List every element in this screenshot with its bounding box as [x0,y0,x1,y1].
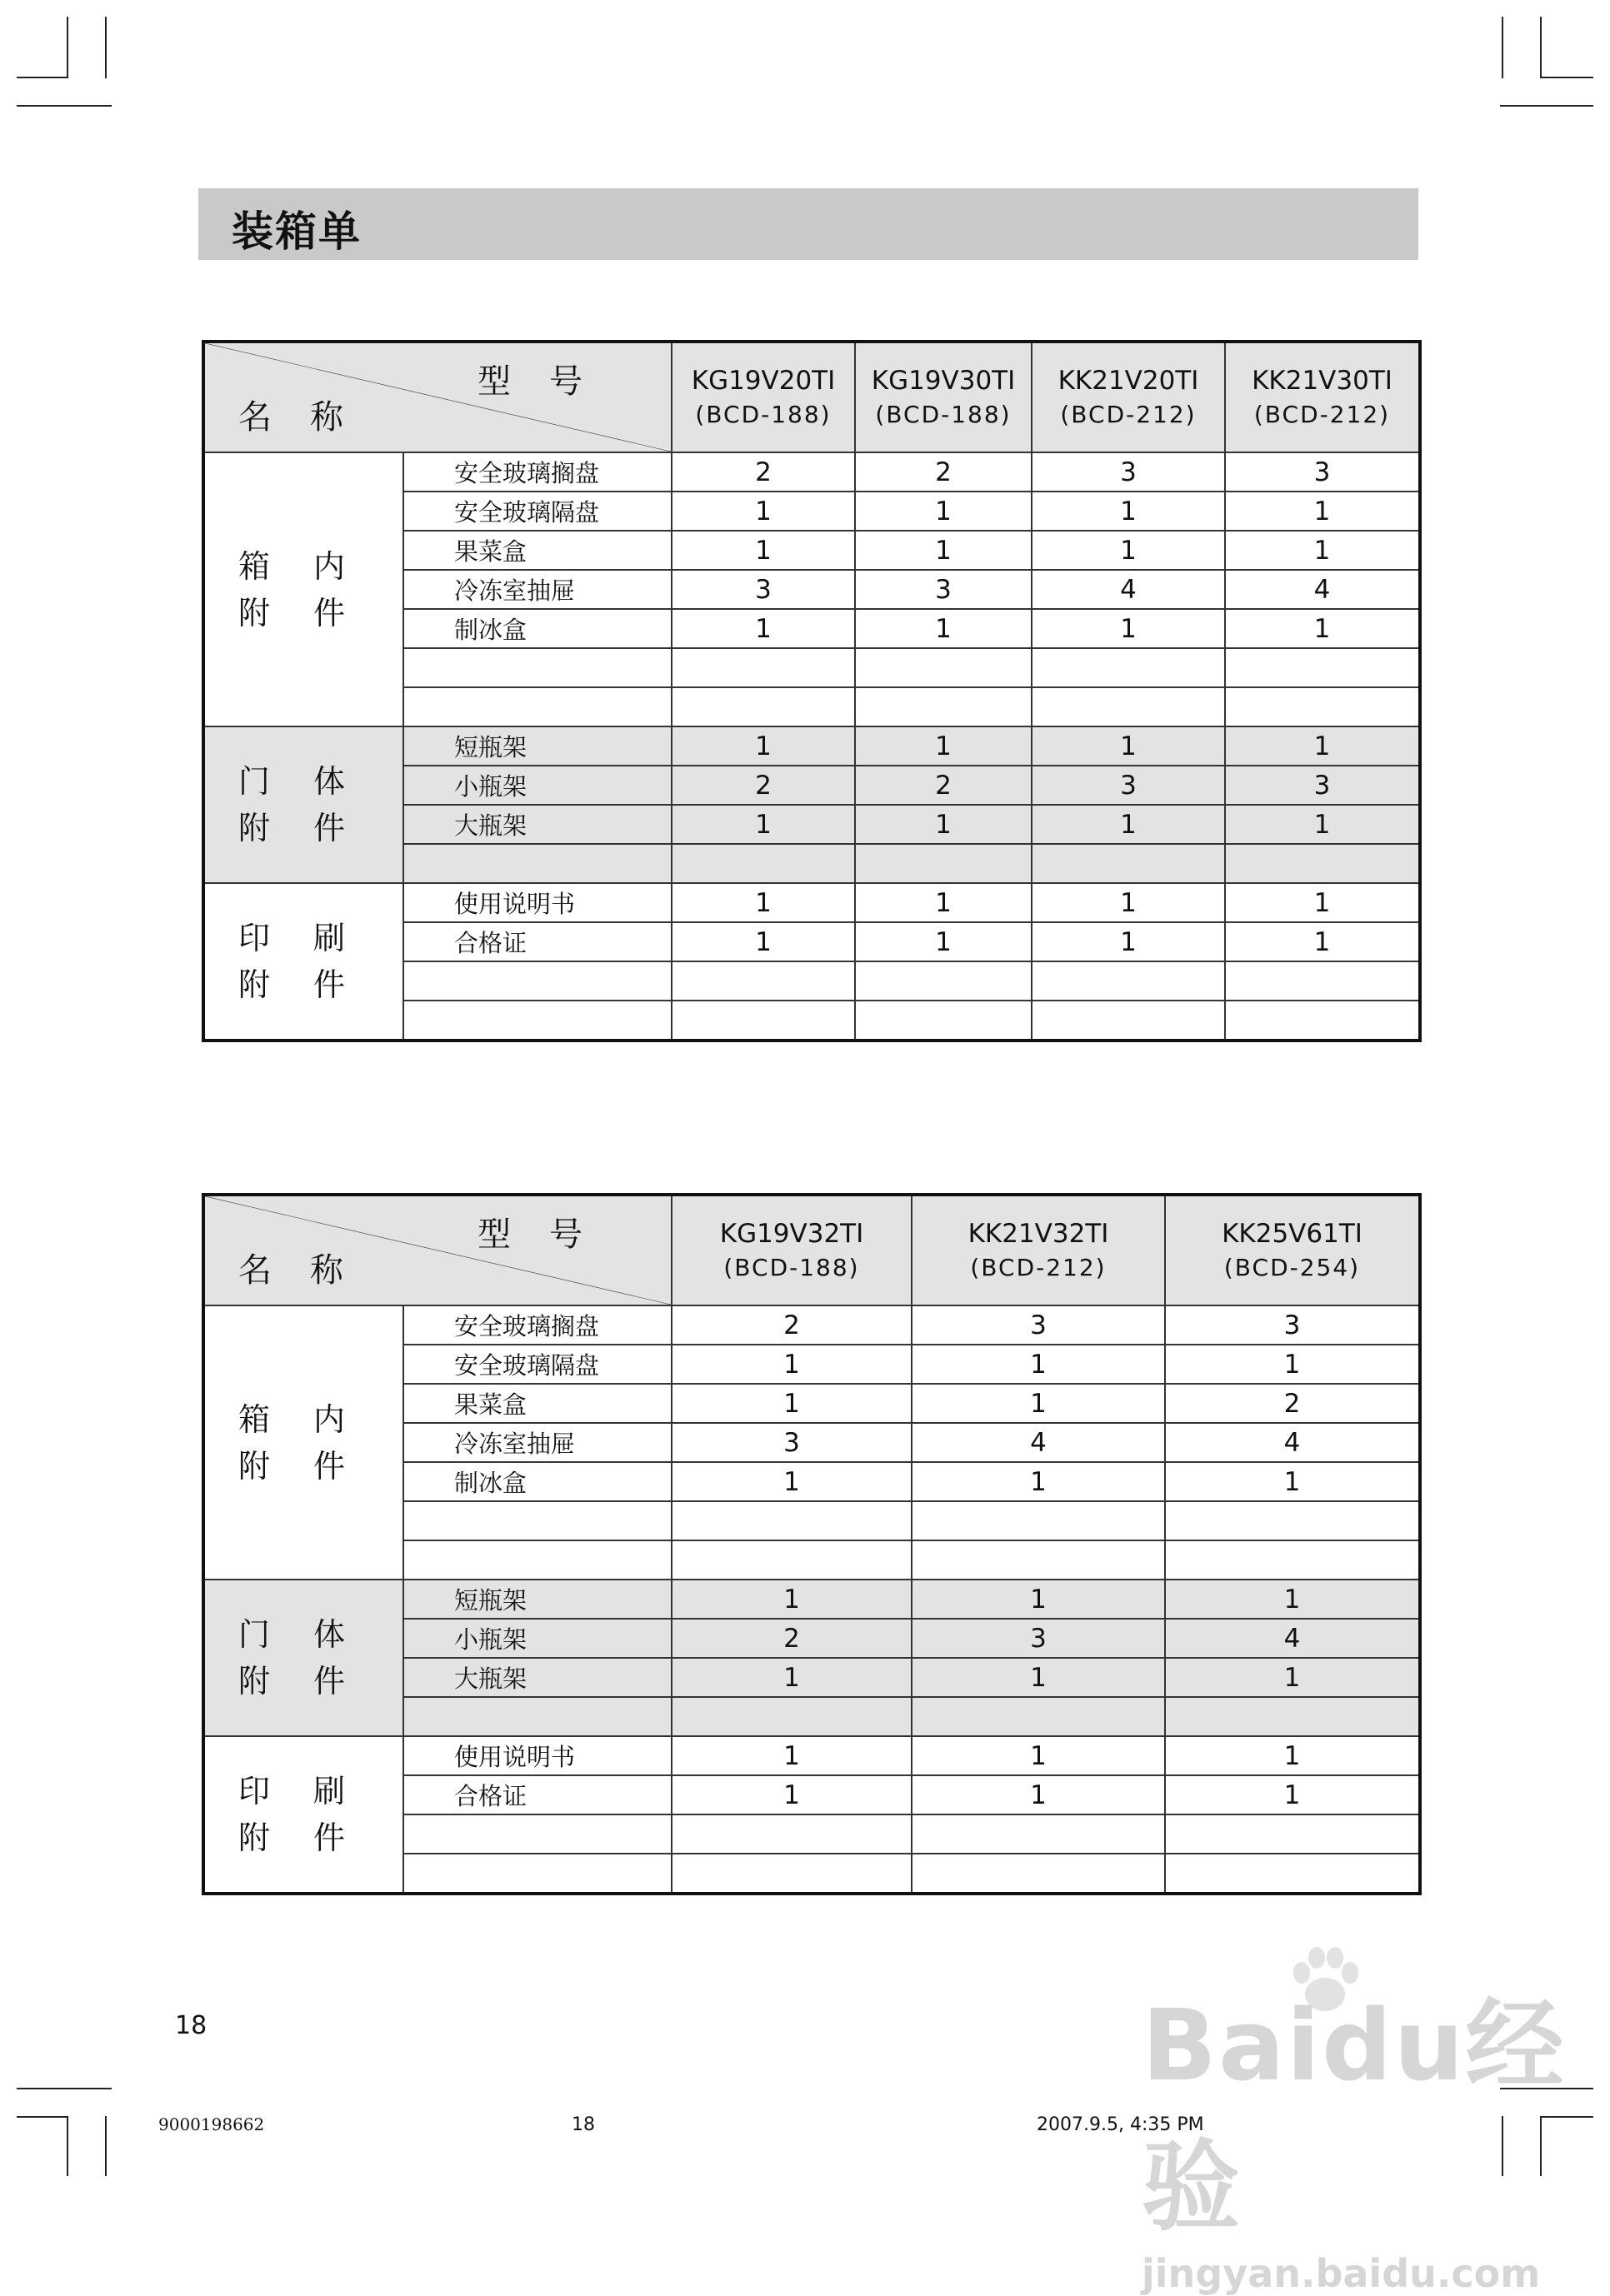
item-name [403,1540,672,1580]
model-header [672,342,855,452]
model-code: KG19V32TI [719,1219,864,1249]
quantity-cell: 2 [855,452,1032,492]
item-name: 安全玻璃搁盘 [403,1305,672,1345]
section-header [198,188,1418,260]
crop-mark [1540,17,1542,78]
quantity-cell [672,844,855,883]
quantity-cell [672,1814,912,1854]
quantity-cell [855,844,1032,883]
item-name: 使用说明书 [403,883,672,922]
model-code: KK21V20TI [1058,366,1199,396]
header-corner [203,1195,672,1305]
quantity-cell: 1 [1165,1736,1420,1775]
model-bcd: (BCD-254) [1223,1254,1361,1281]
quantity-cell: 3 [1225,766,1420,805]
quantity-cell [855,1001,1032,1041]
quantity-cell [672,687,855,726]
quantity-cell: 1 [1165,1775,1420,1814]
quantity-cell: 3 [672,1423,912,1462]
quantity-cell: 4 [1225,570,1420,609]
quantity-cell: 1 [672,1345,912,1384]
quantity-cell [672,1501,912,1540]
watermark-url: jingyan.baidu.com [1142,2251,1541,2296]
table-row [203,883,1420,922]
quantity-cell: 1 [912,1775,1165,1814]
quantity-cell: 1 [912,1658,1165,1697]
item-name: 果菜盒 [403,531,672,570]
table-row [203,726,1420,766]
quantity-cell: 1 [672,1384,912,1423]
quantity-cell: 1 [912,1580,1165,1619]
item-name: 使用说明书 [403,1736,672,1775]
quantity-cell: 1 [855,609,1032,648]
item-name [403,1814,672,1854]
crop-mark [67,17,68,78]
item-name: 合格证 [403,1775,672,1814]
quantity-cell: 1 [855,922,1032,961]
quantity-cell: 1 [672,883,855,922]
item-name: 冷冻室抽屉 [403,1423,672,1462]
model-bcd: (BCD-212) [1060,401,1197,428]
quantity-cell [855,687,1032,726]
quantity-cell [912,1854,1165,1894]
crop-mark [1500,105,1593,107]
page-number: 18 [175,2011,208,2040]
group-label [203,1736,403,1894]
quantity-cell: 1 [855,883,1032,922]
item-name [403,1697,672,1736]
quantity-cell: 1 [672,805,855,844]
item-name: 小瓶架 [403,766,672,805]
model-header [1032,342,1225,452]
quantity-cell: 1 [1225,531,1420,570]
model-bcd: (BCD-212) [970,1254,1107,1281]
item-name [403,648,672,687]
item-name: 制冰盒 [403,609,672,648]
group-label [203,883,403,1041]
quantity-cell [1225,687,1420,726]
crop-mark [17,2088,112,2089]
group-label [203,1305,403,1580]
quantity-cell: 1 [672,1658,912,1697]
quantity-cell: 1 [672,1775,912,1814]
quantity-cell: 2 [672,1619,912,1658]
quantity-cell: 1 [672,609,855,648]
footer-page: 18 [572,2114,595,2135]
item-name: 短瓶架 [403,726,672,766]
group-label-line1: 箱内 [238,547,389,585]
quantity-cell [855,648,1032,687]
model-header [1165,1195,1420,1305]
model-code: KK21V32TI [968,1219,1109,1249]
quantity-cell: 4 [1032,570,1225,609]
item-name: 大瓶架 [403,805,672,844]
header-model-label: 型号 [478,362,621,401]
quantity-cell [1032,961,1225,1001]
quantity-cell [1165,1697,1420,1736]
model-header [672,1195,912,1305]
quantity-cell: 4 [1165,1619,1420,1658]
table-row [203,1736,1420,1775]
model-header [1225,342,1420,452]
quantity-cell: 1 [672,531,855,570]
header-name-label: 名称 [238,1251,382,1290]
quantity-cell: 1 [855,531,1032,570]
item-name: 合格证 [403,922,672,961]
quantity-cell [1032,648,1225,687]
quantity-cell: 1 [1165,1580,1420,1619]
item-name: 果菜盒 [403,1384,672,1423]
group-label-line2: 附件 [238,1447,389,1485]
quantity-cell: 4 [1165,1423,1420,1462]
crop-mark [17,77,68,78]
quantity-cell [912,1814,1165,1854]
packing-table-2 [202,1193,1422,1895]
table-row [203,1305,1420,1345]
quantity-cell: 3 [912,1619,1165,1658]
quantity-cell: 1 [855,726,1032,766]
quantity-cell: 1 [1032,492,1225,531]
footer-doc-code: 9000198662 [158,2114,265,2134]
quantity-cell: 1 [1225,883,1420,922]
quantity-cell [1165,1814,1420,1854]
crop-mark [1540,77,1593,78]
quantity-cell [1225,961,1420,1001]
item-name: 小瓶架 [403,1619,672,1658]
item-name [403,961,672,1001]
item-name [403,1501,672,1540]
header-name-label: 名称 [238,398,382,437]
quantity-cell: 1 [1225,805,1420,844]
group-label-line1: 门体 [238,1616,389,1653]
quantity-cell: 1 [912,1345,1165,1384]
quantity-cell: 3 [1165,1305,1420,1345]
item-name: 制冰盒 [403,1462,672,1501]
group-label-line1: 门体 [238,763,389,800]
quantity-cell [672,961,855,1001]
item-name: 安全玻璃隔盘 [403,492,672,531]
model-bcd: (BCD-188) [723,1254,860,1281]
quantity-cell: 1 [1165,1345,1420,1384]
quantity-cell: 1 [1032,609,1225,648]
item-name: 安全玻璃搁盘 [403,452,672,492]
quantity-cell: 1 [1032,531,1225,570]
quantity-cell: 1 [672,1462,912,1501]
model-code: KG19V20TI [691,366,836,396]
quantity-cell [1032,687,1225,726]
quantity-cell: 3 [1032,766,1225,805]
quantity-cell [1225,648,1420,687]
model-code: KK25V61TI [1222,1219,1362,1249]
table-row [203,1580,1420,1619]
quantity-cell: 2 [672,766,855,805]
quantity-cell: 1 [1032,805,1225,844]
group-label-line2: 附件 [238,1663,389,1700]
quantity-cell: 1 [1225,609,1420,648]
header-model-label: 型号 [478,1215,621,1254]
quantity-cell: 3 [672,570,855,609]
quantity-cell: 3 [1032,452,1225,492]
packing-table-1 [202,340,1422,1042]
quantity-cell: 1 [912,1462,1165,1501]
crop-mark [105,17,107,78]
quantity-cell: 1 [1165,1462,1420,1501]
group-label-line1: 印刷 [238,1773,389,1809]
crop-mark [17,105,112,107]
quantity-cell: 1 [672,492,855,531]
group-label-line2: 附件 [238,810,389,846]
model-bcd: (BCD-212) [1253,401,1391,428]
watermark-brand: Baidu经验 [1142,1988,1566,2244]
quantity-cell [855,961,1032,1001]
quantity-cell [1165,1854,1420,1894]
quantity-cell: 1 [855,805,1032,844]
quantity-cell: 3 [912,1305,1165,1345]
quantity-cell [672,1697,912,1736]
group-label-line1: 印刷 [238,920,389,956]
quantity-cell [1225,1001,1420,1041]
quantity-cell: 1 [1032,883,1225,922]
quantity-cell: 2 [672,452,855,492]
quantity-cell: 1 [912,1384,1165,1423]
crop-mark [105,2116,107,2176]
crop-mark [67,2116,68,2176]
quantity-cell: 4 [912,1423,1165,1462]
group-label [203,1580,403,1736]
quantity-cell [912,1501,1165,1540]
item-name [403,844,672,883]
group-label-line2: 附件 [238,966,389,1003]
item-name [403,1854,672,1894]
footer-timestamp: 2007.9.5, 4:35 PM [1037,2114,1204,2135]
item-name: 短瓶架 [403,1580,672,1619]
quantity-cell: 1 [1225,492,1420,531]
quantity-cell [1165,1540,1420,1580]
quantity-cell: 1 [672,726,855,766]
quantity-cell: 2 [1165,1384,1420,1423]
quantity-cell: 1 [1032,726,1225,766]
model-bcd: (BCD-188) [875,401,1012,428]
item-name: 大瓶架 [403,1658,672,1697]
quantity-cell: 3 [855,570,1032,609]
item-name: 冷冻室抽屉 [403,570,672,609]
model-header [912,1195,1165,1305]
quantity-cell: 2 [855,766,1032,805]
quantity-cell: 1 [672,922,855,961]
group-label-line2: 附件 [238,1819,389,1856]
quantity-cell: 1 [855,492,1032,531]
header-corner [203,342,672,452]
quantity-cell: 1 [672,1580,912,1619]
crop-mark [17,2116,68,2118]
quantity-cell [672,648,855,687]
quantity-cell [1165,1501,1420,1540]
item-name [403,1001,672,1041]
item-name: 安全玻璃隔盘 [403,1345,672,1384]
quantity-cell: 1 [672,1736,912,1775]
group-label-line2: 附件 [238,594,389,631]
model-bcd: (BCD-188) [695,401,832,428]
quantity-cell: 1 [1225,922,1420,961]
watermark [1142,1966,1610,2296]
model-code: KK21V30TI [1252,366,1392,396]
group-label [203,452,403,726]
quantity-cell: 3 [1225,452,1420,492]
quantity-cell: 1 [1225,726,1420,766]
table-row [203,452,1420,492]
model-code: KG19V30TI [871,366,1016,396]
section-title: 装箱单 [232,207,362,256]
quantity-cell [912,1697,1165,1736]
quantity-cell: 1 [912,1736,1165,1775]
quantity-cell [1032,844,1225,883]
quantity-cell [1032,1001,1225,1041]
quantity-cell: 1 [1032,922,1225,961]
model-header [855,342,1032,452]
group-label [203,726,403,883]
quantity-cell [912,1540,1165,1580]
quantity-cell: 2 [672,1305,912,1345]
quantity-cell [1225,844,1420,883]
quantity-cell: 1 [1165,1658,1420,1697]
item-name [403,687,672,726]
quantity-cell [672,1001,855,1041]
quantity-cell [672,1854,912,1894]
crop-mark [1502,17,1503,78]
group-label-line1: 箱内 [238,1400,389,1438]
quantity-cell [672,1540,912,1580]
